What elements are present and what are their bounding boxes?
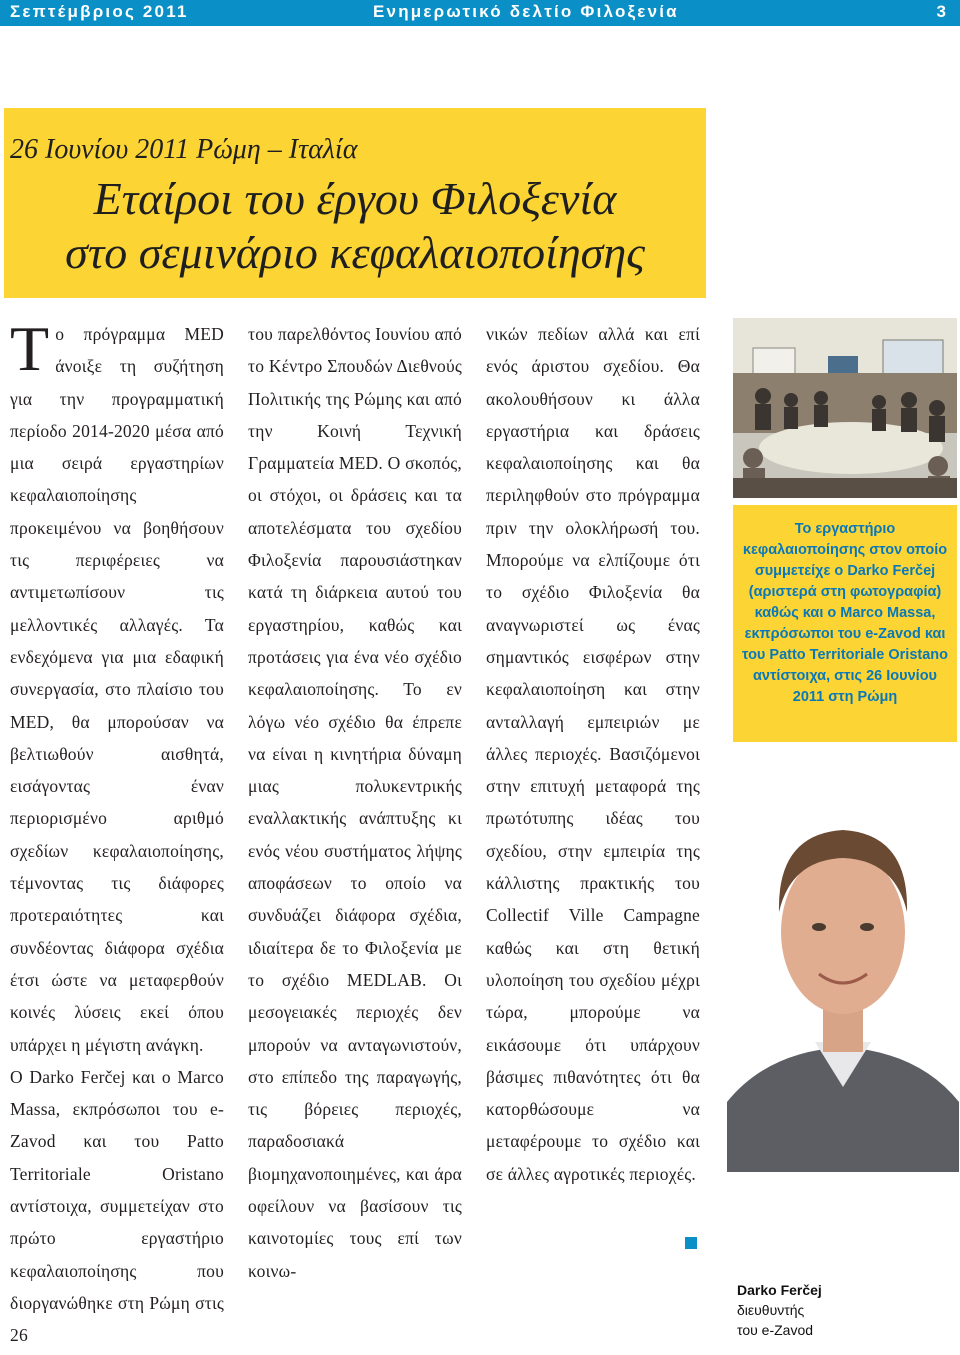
column-1-text: ο πρόγραμμα MED άνοιξε τη συζήτηση για την προγραμματική περίοδο 2014-2020 μέσα από μια σειρά εργαστηρίων κεφαλαιοποίησης προκειμένου να βοηθήσουν τις περιφέρειες να αντιμετωπίσουν τις μελλοντικές αλλαγές. Τα ενδεχόμενα για μια εδαφική συνεργασία, στο πλαίσιο του MED, θα μπορούσαν να βελτιωθούν αισθητά, εισάγοντας έναν περιορισμένο αριθμό σχεδίων κεφαλαιοποίησης, τέμνοντας τις διάφορες προτεραιότητες και συνδέοντας διάφορα σχέδια έτσι ώστε να μεταφερθούν κοινές λύσεις εκεί όπου υπάρχει η μέγιστη ανάγκη. xyxy=(10,324,224,1055)
portrait-caption xyxy=(737,1280,822,1340)
article-column-3 xyxy=(486,318,700,1190)
workshop-photo xyxy=(733,318,957,498)
article-column-1 xyxy=(10,313,224,1352)
photo-caption-box xyxy=(733,505,957,743)
portrait-role: διευθυντής xyxy=(737,1302,805,1318)
column-2-text: του παρελθόντος Ιουνίου από το Κέντρο Σπουδών Διεθνούς Πολιτικής της Ρώμης και από την Κοινή Τεχνική Γραμματεία MED. Ο σκοπός, οι στόχοι, οι δράσεις και τα αποτελέσματα του σχεδίου Φιλοξενία παρουσιάστηκαν κατά τη διάρκεια αυτού του εργαστηρίου, καθώς και προτάσεις για ένα νέο σχέδιο κεφαλαιοποίησης. Το εν λόγω νέο σχέδιο θα έπρεπε να είναι η κινητήρια δύναμη μιας πολυκεντρικής εναλλακτικής ανάπτυξης κι ενός νέου συστήματος λήψης αποφάσεων το οποίο να συνδυάζει διάφορα σχέδια, ιδιαίτερα δε το Φιλοξενία με το σχέδιο MEDLAB. Οι μεσογειακές περιοχές δεν μπορούν να ανταγωνιστούν, στο επίπεδο της παραγωγής, τις βόρειες περιοχές, παραδοσιακά βιομηχανοποιημένες, και άρα οφείλουν να βασίσουν τις καινοτομίες τους επί των κοινω- xyxy=(248,324,462,1281)
event-date-place: 26 Ιουνίου 2011 Ρώμη – Ιταλία xyxy=(10,134,358,165)
end-of-article-square-icon xyxy=(685,1237,697,1249)
column-3-text: νικών πεδίων αλλά και επί ενός άριστου σχεδίου. Θα ακολουθήσουν κι άλλα εργαστήρια και δράσεις κεφαλαιοποίησης και θα περιληφθούν στο πρόγραμμα πριν την ολοκλήρωσή του. Μπορούμε να ελπίζουμε ότι το σχέδιο Φιλοξενία θα αναγνωριστεί ως ένας σημαντικός εισφέρων στην κεφαλαιοποίηση και στην ανταλλαγή εμπειριών με άλλες περιοχές. Βασιζόμενοι στην επιτυχή μεταφορά της πρωτότυπης ιδέας του σχεδίου, στην εμπειρία της κάλλιστης πρακτικής του Collectif Ville Campagne καθώς και στη θετική υλοποίηση του σχεδίου μέχρι τώρα, μπορούμε να εικάσουμε ότι υπάρχουν βάσιμες πιθανότητες ότι θα κατορθώσουμε να μεταφέρουμε το σχέδιο και σε άλλες αγροτικές περιοχές. xyxy=(486,324,700,1184)
portrait-photo xyxy=(727,742,959,1172)
portrait-name: Darko Ferčej xyxy=(737,1282,822,1298)
newsletter-name: Ενημερωτικό δελτίο Φιλοξενία xyxy=(373,2,679,21)
photo-caption: Το εργαστήριο κεφαλαιοποίησης στον οποίο συμμετείχε ο Darko Ferčej (αριστερά στη φωτογραφία) καθώς και ο Marco Massa, εκπρόσωποι του e-Zavod και του Patto Territoriale Oristano αντίστοιχα, στις 26 Ιουνίου 2011 στη Ρώμη xyxy=(742,521,948,705)
article-paragraph-2: Ο Darko Ferčej και ο Marco Massa, εκπρόσωποι του e-Zavod και του Patto Territoriale Oristano αντίστοιχα, συμμετείχαν στο πρώτο εργαστήριο κεφαλαιοποίησης που διοργανώθηκε στη Ρώμη στις 26 xyxy=(10,1066,224,1346)
issue-date: Σεπτέμβριος 2011 xyxy=(10,2,189,21)
article-paragraph-1 xyxy=(10,313,224,1061)
article-column-2 xyxy=(248,318,462,1287)
article-title-line-2: στο σεμινάριο κεφαλαιοποίησης xyxy=(65,227,645,278)
drop-cap: Τ xyxy=(10,313,50,384)
headline-box xyxy=(4,108,706,298)
portrait-organisation: του e-Zavod xyxy=(737,1322,814,1338)
page-number: 3 xyxy=(936,2,946,21)
article-title-line-1: Εταίροι του έργου Φιλοξενία xyxy=(93,173,617,224)
page-header-bar xyxy=(0,0,960,26)
